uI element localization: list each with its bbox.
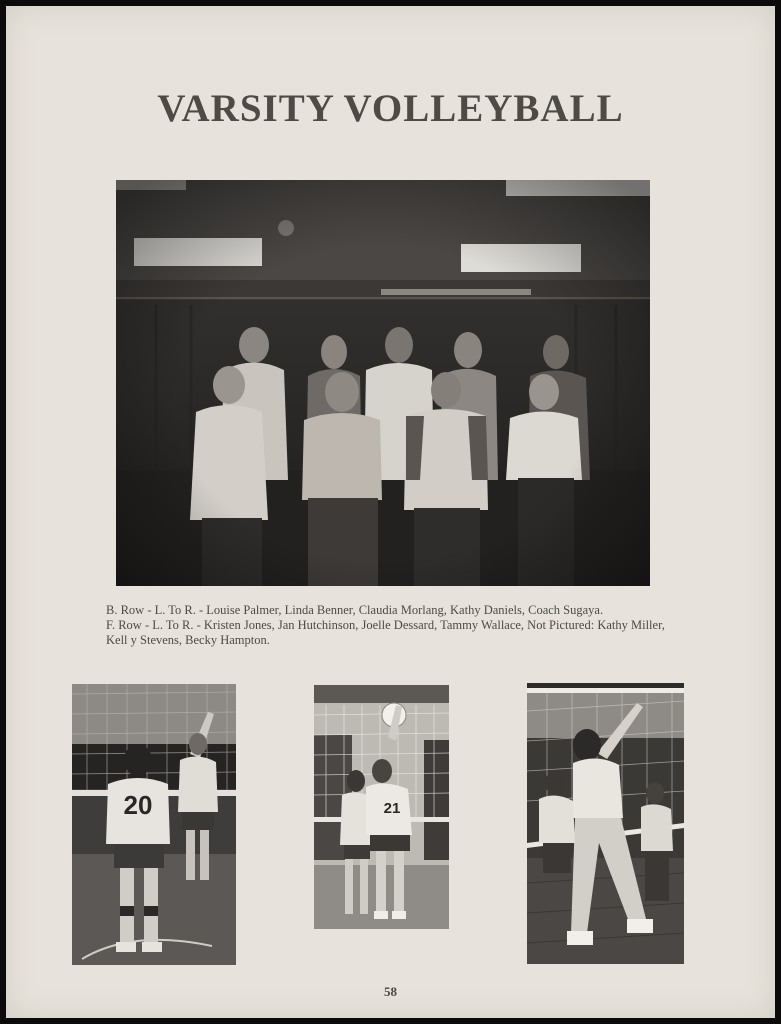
caption-front-row: F. Row - L. To R. - Kristen Jones, Jan Hutchinson, Joelle Dessard, Tammy Wallace, Not Pictured: Kathy Miller, Kell y Stevens, Becky Hampton. bbox=[106, 618, 665, 647]
team-photo bbox=[116, 180, 650, 586]
jersey-number-21: 21 bbox=[383, 800, 401, 817]
action-photo-3 bbox=[527, 683, 684, 964]
jersey-number-20: 20 bbox=[123, 790, 153, 820]
caption-back-row: B. Row - L. To R. - Louise Palmer, Linda Benner, Claudia Morlang, Kathy Daniels, Coach Sugaya. bbox=[106, 603, 604, 617]
yearbook-page bbox=[6, 6, 775, 1018]
photo-caption bbox=[106, 603, 676, 648]
action-photo-2-image bbox=[314, 685, 449, 929]
page-number: 58 bbox=[384, 984, 397, 999]
team-photo-image bbox=[116, 180, 650, 586]
action-photo-1-image bbox=[72, 684, 236, 965]
action-photo-2 bbox=[314, 685, 449, 929]
action-photo-1 bbox=[72, 684, 236, 965]
page-title: VARSITY VOLLEYBALL bbox=[157, 87, 624, 130]
action-photo-3-image bbox=[527, 683, 684, 964]
